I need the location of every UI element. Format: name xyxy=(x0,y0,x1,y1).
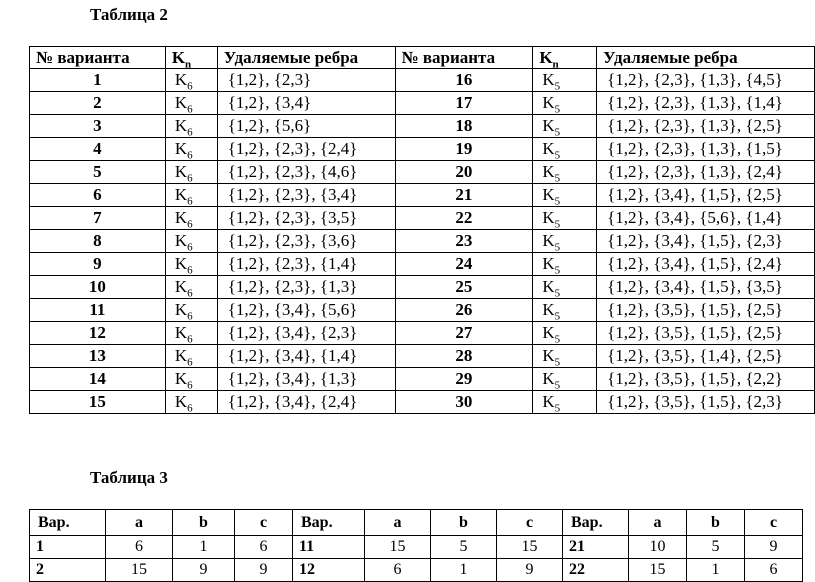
kn-base: K xyxy=(542,231,555,250)
kn-sub: 5 xyxy=(554,356,561,368)
header-coefficient: c xyxy=(497,510,563,536)
graph-kn xyxy=(165,115,217,138)
removed-edges: {1,2}, {3,4}, {1,5}, {2,3} xyxy=(597,230,815,253)
graph-kn xyxy=(165,253,217,276)
graph-kn xyxy=(533,391,597,414)
kn-base: K xyxy=(542,346,555,365)
removed-edges: {1,2}, {2,3}, {1,3}, {1,4} xyxy=(597,92,815,115)
variant-number: 24 xyxy=(395,253,533,276)
coefficient-value: 9 xyxy=(173,559,235,582)
removed-edges: {1,2}, {2,3}, {1,3}, {2,4} xyxy=(597,161,815,184)
header-coefficient: c xyxy=(235,510,293,536)
kn-base: K xyxy=(174,116,188,135)
variant-number: 11 xyxy=(293,536,365,559)
table-row xyxy=(30,161,815,184)
kn-base: K xyxy=(542,162,555,181)
table-row xyxy=(30,69,815,92)
variant-number: 7 xyxy=(30,207,166,230)
variant-number: 22 xyxy=(395,207,533,230)
header-coefficient: a xyxy=(106,510,173,536)
graph-kn xyxy=(165,184,217,207)
kn-sub: 6 xyxy=(187,310,193,322)
table-row xyxy=(30,368,815,391)
kn-sub: 6 xyxy=(187,195,193,207)
graph-kn xyxy=(533,322,597,345)
kn-sub: 6 xyxy=(187,241,193,253)
kn-base: K xyxy=(542,392,555,411)
table-row xyxy=(30,207,815,230)
table3-caption: Таблица 3 xyxy=(90,468,168,487)
table2-caption: Таблица 2 xyxy=(90,5,168,24)
coefficient-value: 6 xyxy=(235,536,293,559)
variant-number: 6 xyxy=(30,184,166,207)
variants-table-body xyxy=(30,69,815,414)
coefficient-value: 9 xyxy=(497,559,563,582)
variant-number: 27 xyxy=(395,322,533,345)
removed-edges: {1,2}, {3,4}, {1,5}, {3,5} xyxy=(597,276,815,299)
kn-base: K xyxy=(174,93,188,112)
variant-number: 22 xyxy=(563,559,629,582)
header-variant: № варианта xyxy=(30,47,166,69)
variant-number: 2 xyxy=(30,559,106,582)
coefficient-value: 1 xyxy=(687,559,745,582)
table-row xyxy=(30,276,815,299)
header-coefficient: a xyxy=(629,510,687,536)
variant-number: 26 xyxy=(395,299,533,322)
variant-number: 8 xyxy=(30,230,166,253)
removed-edges: {1,2}, {3,5}, {1,5}, {2,5} xyxy=(597,322,815,345)
variant-number: 10 xyxy=(30,276,166,299)
graph-kn xyxy=(165,230,217,253)
graph-kn xyxy=(533,299,597,322)
table-row xyxy=(30,184,815,207)
kn-base: K xyxy=(174,346,188,365)
kn-sub: 5 xyxy=(554,218,561,230)
header-coefficient: b xyxy=(431,510,497,536)
variant-number: 1 xyxy=(30,536,106,559)
graph-kn xyxy=(165,345,217,368)
variant-number: 1 xyxy=(30,69,166,92)
variant-number: 28 xyxy=(395,345,533,368)
header-edges: Удаляемые ребра xyxy=(597,47,815,69)
variant-number: 16 xyxy=(395,69,533,92)
variant-number: 30 xyxy=(395,391,533,414)
kn-sub: 5 xyxy=(554,264,561,276)
kn-base: K xyxy=(174,162,188,181)
coefficient-value: 15 xyxy=(365,536,431,559)
graph-kn xyxy=(533,345,597,368)
kn-base: K xyxy=(542,254,555,273)
variant-number: 2 xyxy=(30,92,166,115)
kn-base: K xyxy=(174,277,188,296)
kn-base: K xyxy=(174,254,188,273)
graph-kn xyxy=(165,391,217,414)
removed-edges: {1,2}, {3,4} xyxy=(217,92,395,115)
graph-kn xyxy=(165,92,217,115)
header-variant: № варианта xyxy=(395,47,533,69)
kn-base: K xyxy=(174,231,188,250)
kn-sub: 5 xyxy=(554,333,561,345)
removed-edges: {1,2}, {3,4}, {1,4} xyxy=(217,345,395,368)
kn-base: K xyxy=(542,208,555,227)
header-variant: Вар. xyxy=(293,510,365,536)
variant-number: 17 xyxy=(395,92,533,115)
kn-sub: 5 xyxy=(554,172,561,184)
graph-kn xyxy=(533,276,597,299)
removed-edges: {1,2}, {2,3}, {1,4} xyxy=(217,253,395,276)
header-kn-sub: n xyxy=(185,57,192,69)
variants-table xyxy=(29,46,815,414)
kn-base: K xyxy=(542,277,555,296)
coefficient-value: 6 xyxy=(106,536,173,559)
coefficient-value: 1 xyxy=(173,536,235,559)
table-header-row xyxy=(30,510,803,536)
removed-edges: {1,2}, {2,3}, {2,4} xyxy=(217,138,395,161)
removed-edges: {1,2}, {3,4}, {5,6} xyxy=(217,299,395,322)
graph-kn xyxy=(533,115,597,138)
graph-kn xyxy=(533,161,597,184)
removed-edges: {1,2}, {2,3} xyxy=(217,69,395,92)
header-coefficient: b xyxy=(173,510,235,536)
kn-sub: 5 xyxy=(554,195,561,207)
coefficient-value: 15 xyxy=(106,559,173,582)
kn-sub: 5 xyxy=(554,126,561,138)
coefficient-value: 9 xyxy=(235,559,293,582)
kn-base: K xyxy=(174,300,188,319)
coefficient-value: 6 xyxy=(745,559,803,582)
removed-edges: {1,2}, {3,4}, {1,3} xyxy=(217,368,395,391)
kn-base: K xyxy=(542,323,555,342)
coefficient-value: 10 xyxy=(629,536,687,559)
variant-number: 14 xyxy=(30,368,166,391)
variant-number: 18 xyxy=(395,115,533,138)
removed-edges: {1,2}, {2,3}, {3,5} xyxy=(217,207,395,230)
coefficient-value: 15 xyxy=(497,536,563,559)
header-kn-sub: n xyxy=(552,57,559,69)
table-row xyxy=(30,391,815,414)
kn-base: K xyxy=(542,139,555,158)
kn-sub: 6 xyxy=(187,218,193,230)
removed-edges: {1,2}, {3,4}, {2,3} xyxy=(217,322,395,345)
graph-kn xyxy=(533,207,597,230)
variant-number: 3 xyxy=(30,115,166,138)
coefficient-value: 15 xyxy=(629,559,687,582)
kn-base: K xyxy=(542,116,555,135)
coefficient-value: 9 xyxy=(745,536,803,559)
kn-sub: 6 xyxy=(187,379,193,391)
variant-number: 12 xyxy=(293,559,365,582)
kn-sub: 6 xyxy=(187,287,193,299)
coefficients-table xyxy=(29,509,803,582)
removed-edges: {1,2}, {2,3}, {1,3}, {4,5} xyxy=(597,69,815,92)
variant-number: 12 xyxy=(30,322,166,345)
table-row xyxy=(30,253,815,276)
removed-edges: {1,2}, {2,3}, {1,3}, {1,5} xyxy=(597,138,815,161)
kn-sub: 6 xyxy=(187,126,193,138)
graph-kn xyxy=(533,230,597,253)
variant-number: 5 xyxy=(30,161,166,184)
coefficient-value: 5 xyxy=(687,536,745,559)
kn-sub: 5 xyxy=(554,149,561,161)
removed-edges: {1,2}, {3,4}, {1,5}, {2,4} xyxy=(597,253,815,276)
variant-number: 23 xyxy=(395,230,533,253)
graph-kn xyxy=(533,138,597,161)
header-coefficient: b xyxy=(687,510,745,536)
variant-number: 21 xyxy=(563,536,629,559)
header-coefficient: a xyxy=(365,510,431,536)
variant-number: 4 xyxy=(30,138,166,161)
kn-base: K xyxy=(174,208,188,227)
header-variant: Вар. xyxy=(563,510,629,536)
graph-kn xyxy=(165,276,217,299)
kn-sub: 6 xyxy=(187,172,193,184)
variant-number: 13 xyxy=(30,345,166,368)
header-edges: Удаляемые ребра xyxy=(217,47,395,69)
coefficient-value: 1 xyxy=(431,559,497,582)
removed-edges: {1,2}, {2,3}, {3,6} xyxy=(217,230,395,253)
removed-edges: {1,2}, {3,5}, {1,4}, {2,5} xyxy=(597,345,815,368)
removed-edges: {1,2}, {2,3}, {4,6} xyxy=(217,161,395,184)
removed-edges: {1,2}, {3,5}, {1,5}, {2,2} xyxy=(597,368,815,391)
variant-number: 29 xyxy=(395,368,533,391)
variant-number: 25 xyxy=(395,276,533,299)
removed-edges: {1,2}, {2,3}, {1,3} xyxy=(217,276,395,299)
graph-kn xyxy=(165,368,217,391)
removed-edges: {1,2}, {2,3}, {3,4} xyxy=(217,184,395,207)
header-kn xyxy=(165,47,217,69)
removed-edges: {1,2}, {3,5}, {1,5}, {2,5} xyxy=(597,299,815,322)
kn-base: K xyxy=(174,392,188,411)
removed-edges: {1,2}, {5,6} xyxy=(217,115,395,138)
table-row xyxy=(30,230,815,253)
kn-sub: 5 xyxy=(554,241,561,253)
header-kn xyxy=(533,47,597,69)
removed-edges: {1,2}, {3,4}, {5,6}, {1,4} xyxy=(597,207,815,230)
variant-number: 19 xyxy=(395,138,533,161)
kn-base: K xyxy=(542,369,555,388)
kn-base: K xyxy=(174,185,188,204)
header-kn-base: K xyxy=(539,47,553,67)
kn-base: K xyxy=(542,185,555,204)
kn-sub: 6 xyxy=(187,333,193,345)
kn-base: K xyxy=(542,300,555,319)
kn-base: K xyxy=(174,369,188,388)
variant-number: 21 xyxy=(395,184,533,207)
table-row xyxy=(30,299,815,322)
kn-sub: 5 xyxy=(554,402,561,414)
variant-number: 20 xyxy=(395,161,533,184)
header-coefficient: c xyxy=(745,510,803,536)
kn-base: K xyxy=(542,70,555,89)
kn-sub: 5 xyxy=(554,287,561,299)
kn-base: K xyxy=(174,323,188,342)
table-row xyxy=(30,536,803,559)
kn-sub: 6 xyxy=(187,402,193,414)
removed-edges: {1,2}, {3,4}, {1,5}, {2,5} xyxy=(597,184,815,207)
table-row xyxy=(30,345,815,368)
table-row xyxy=(30,138,815,161)
variant-number: 9 xyxy=(30,253,166,276)
header-kn-base: K xyxy=(171,47,186,67)
table-row xyxy=(30,322,815,345)
graph-kn xyxy=(533,253,597,276)
graph-kn xyxy=(533,368,597,391)
kn-sub: 6 xyxy=(187,356,193,368)
removed-edges: {1,2}, {3,5}, {1,5}, {2,3} xyxy=(597,391,815,414)
kn-sub: 5 xyxy=(554,379,561,391)
removed-edges: {1,2}, {2,3}, {1,3}, {2,5} xyxy=(597,115,815,138)
graph-kn xyxy=(165,322,217,345)
kn-base: K xyxy=(174,70,188,89)
coefficient-value: 6 xyxy=(365,559,431,582)
table-row xyxy=(30,115,815,138)
coefficient-value: 5 xyxy=(431,536,497,559)
graph-kn xyxy=(165,207,217,230)
table-row xyxy=(30,92,815,115)
kn-sub: 6 xyxy=(187,103,193,115)
kn-sub: 5 xyxy=(554,310,561,322)
kn-base: K xyxy=(542,93,555,112)
graph-kn xyxy=(165,161,217,184)
kn-sub: 6 xyxy=(187,264,193,276)
variant-number: 11 xyxy=(30,299,166,322)
variant-number: 15 xyxy=(30,391,166,414)
kn-sub: 5 xyxy=(554,103,561,115)
graph-kn xyxy=(533,69,597,92)
coefficients-table-body xyxy=(30,536,803,582)
graph-kn xyxy=(165,138,217,161)
graph-kn xyxy=(165,299,217,322)
graph-kn xyxy=(533,92,597,115)
header-variant: Вар. xyxy=(30,510,106,536)
kn-base: K xyxy=(174,139,188,158)
kn-sub: 5 xyxy=(554,80,561,92)
kn-sub: 6 xyxy=(187,149,193,161)
removed-edges: {1,2}, {3,4}, {2,4} xyxy=(217,391,395,414)
graph-kn xyxy=(533,184,597,207)
table-header-row xyxy=(30,47,815,69)
graph-kn xyxy=(165,69,217,92)
kn-sub: 6 xyxy=(187,80,193,92)
table-row xyxy=(30,559,803,582)
